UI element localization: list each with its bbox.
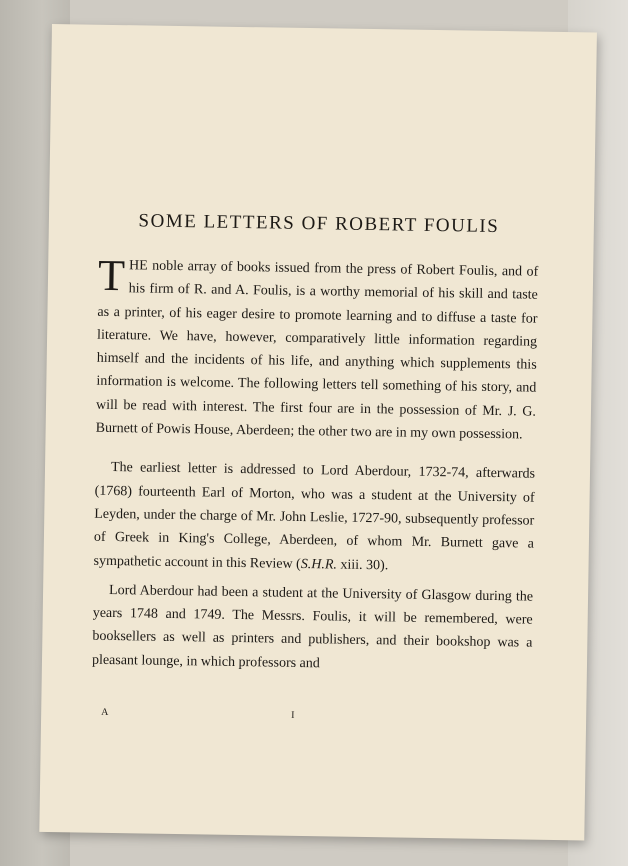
page-number: I bbox=[291, 709, 296, 721]
paragraph-1-text: HE noble array of books issued from the press of Robert Foulis, and of his firm of R. and A. Foulis, is a worthy memorial of his skill and taste as a printer, of his eager desire to promote learning and to diffuse a taste for literature. We have, however, comparatively little information regarding himself and the incidents of his life, and anything which supplements this information is welcome. The following letters tell something of his story, and will be read with interest. The first four are in the possession of Mr. J. G. Burnett of Powis House, Aberdeen; the other two are in my own possession. bbox=[95, 258, 539, 443]
paragraph-3: Lord Aberdour had been a student at the University of Glasgow during the years 1748 and 1749. The Messrs. Foulis, it will be remembered, were booksellers as well as printers and publishers, and their bookshop was a pleasant lounge, in which professors and bbox=[91, 582, 534, 672]
page-title: SOME LETTERS OF ROBERT FOULIS bbox=[138, 210, 500, 238]
paragraph-2-end: xiii. 30). bbox=[336, 557, 389, 573]
page-content bbox=[92, 210, 539, 679]
paragraph-2-reference: S.H.R. bbox=[300, 556, 338, 573]
signature-mark: A bbox=[101, 706, 110, 718]
paragraph-2-text: The earliest letter is addressed to Lord Aberdour, 1732-74, afterwards (1768) fourteenth Earl of Morton, who was a student at the University of Leyden, under the charge of Mr. John Leslie, 1727-90, subsequently professor of Greek in King's College, Aberdeen, of whom Mr. Burnett gave a sympathetic account in this Review ( bbox=[93, 460, 536, 572]
paragraph-2 bbox=[93, 456, 535, 579]
paragraph-1 bbox=[95, 250, 539, 447]
page-footer bbox=[91, 706, 531, 721]
book-page bbox=[39, 24, 597, 840]
drop-cap: T bbox=[97, 250, 126, 301]
